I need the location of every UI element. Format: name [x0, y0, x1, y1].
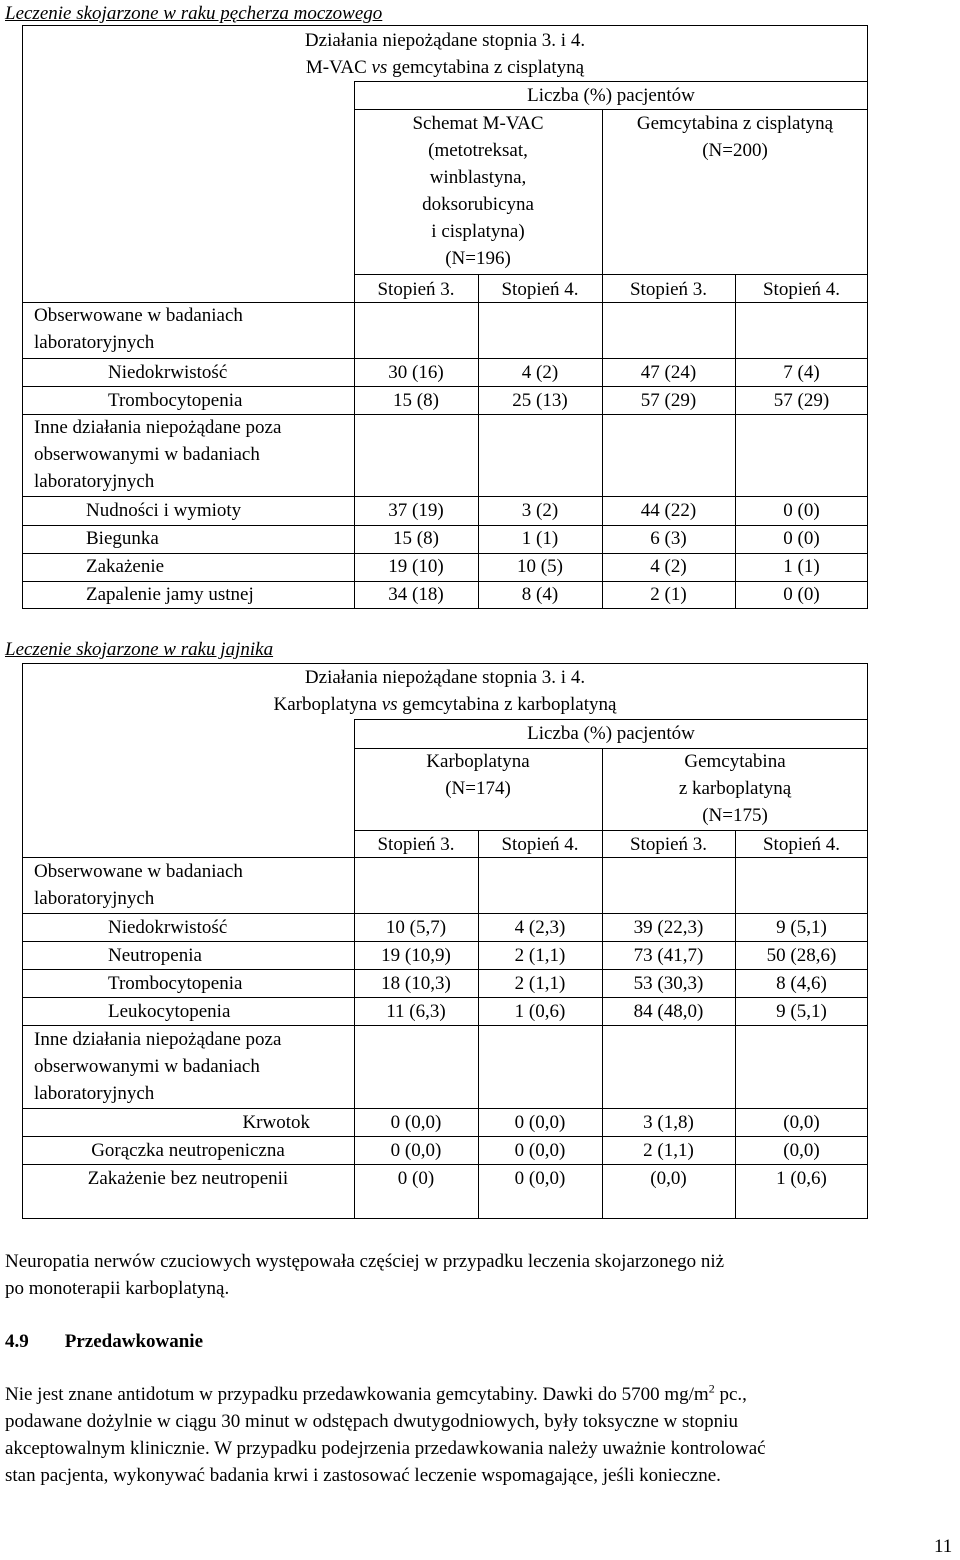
value-cell: 2 (1) [650, 584, 687, 605]
row-label: Neutropenia [108, 945, 202, 966]
section-title-ovarian: Leczenie skojarzone w raku jajnika [5, 639, 274, 660]
table-caption: Karboplatyna vs gemcytabina z karboplatyną [273, 694, 617, 715]
grade-label: Stopień 4. [762, 834, 841, 855]
value-cell: 73 (41,7) [633, 945, 704, 966]
row-label: Zapalenie jamy ustnej [86, 584, 254, 605]
row-label: Nudności i wymioty [86, 500, 242, 521]
value-cell: 57 (29) [773, 390, 830, 411]
value-cell: 15 (8) [393, 528, 439, 549]
value-cell: 44 (22) [640, 500, 697, 521]
value-cell: 0 (0) [783, 584, 820, 605]
arm-line: Gemcytabina z cisplatyną [636, 113, 834, 134]
row-label: Krwotok [242, 1112, 310, 1133]
other-section-header [34, 414, 281, 495]
arm-line: i cisplatyna) [431, 221, 525, 242]
value-cell: 18 (10,3) [381, 973, 451, 994]
overdose-paragraph [5, 1381, 945, 1489]
value-cell: 39 (22,3) [633, 917, 704, 938]
value-cell: (0,0) [783, 1140, 820, 1161]
value-cell: 57 (29) [640, 390, 697, 411]
arm-line: winblastyna, [429, 167, 527, 188]
arm-line: (N=200) [702, 140, 768, 161]
text-line: Nie jest znane antidotum w przypadku przedawkowania gemcytabiny. Dawki do 5700 $mg/m^2$ pc., [5, 1381, 747, 1405]
value-cell: 19 (10,9) [381, 945, 451, 966]
section-heading-text: Przedawkowanie [64, 1331, 204, 1352]
header-line: laboratoryjnych [34, 471, 155, 492]
value-cell: 4 (2) [650, 556, 687, 577]
value-cell: 3 (1,8) [643, 1112, 694, 1133]
value-cell: 6 (3) [650, 528, 687, 549]
row-label: Trombocytopenia [108, 390, 243, 411]
lab-section-header [34, 302, 243, 356]
group-header: Liczba (%) pacjentów [527, 723, 695, 744]
header-line: laboratoryjnych [34, 888, 155, 909]
table-caption: M-VAC vs gemcytabina z cisplatyną [305, 57, 585, 78]
text-line: stan pacjenta, wykonywać badania krwi i zastosować leczenie wspomagające, jeśli konieczne. [5, 1465, 721, 1486]
arm-line: z karboplatyną [678, 778, 792, 799]
header-line: laboratoryjnych [34, 1083, 155, 1104]
value-cell: 8 (4,6) [776, 973, 827, 994]
row-label: Gorączka neutropeniczna [91, 1140, 285, 1161]
header-line: obserwowanymi w badaniach [34, 444, 260, 465]
grade-label: Stopień 3. [629, 834, 708, 855]
value-cell: 2 (1,1) [514, 973, 566, 994]
header-line: Inne działania niepożądane poza [34, 417, 282, 438]
value-cell: 8 (4) [521, 584, 559, 605]
lab-section-header [34, 858, 243, 912]
arm-line: (N=175) [702, 805, 768, 826]
value-cell: 0 (0,0) [390, 1140, 442, 1161]
row-label: Niedokrwistość [108, 917, 228, 938]
value-cell: 11 (6,3) [386, 1001, 446, 1022]
value-cell: 0 (0,0) [390, 1112, 442, 1133]
header-line: laboratoryjnych [34, 332, 155, 353]
text-line: podawane dożylnie w ciągu 30 minut w odstępach dwutygodniowych, były toksyczne w stopniu [5, 1411, 738, 1432]
value-cell: 53 (30,3) [633, 973, 704, 994]
value-cell: 4 (2,3) [514, 917, 566, 938]
grade-label: Stopień 3. [377, 834, 455, 855]
row-label: Zakażenie [86, 556, 165, 577]
value-cell: 4 (2) [521, 362, 559, 383]
value-cell: 30 (16) [388, 362, 444, 383]
value-cell: 0 (0) [397, 1168, 435, 1189]
arm-header-mvac [354, 110, 602, 272]
section-heading-overdose [5, 1328, 203, 1355]
value-cell: 47 (24) [640, 362, 697, 383]
value-cell: 10 (5,7) [385, 917, 447, 938]
header-line: Obserwowane w badaniach [34, 861, 243, 882]
text-line: akceptowalnym klinicznie. W przypadku podejrzenia przedawkowania należy uważnie kontrolować [5, 1438, 766, 1459]
text-line: Neuropatia nerwów czuciowych występowała częściej w przypadku leczenia skojarzonego niż [5, 1251, 725, 1272]
row-label: Biegunka [86, 528, 159, 549]
value-cell: 34 (18) [388, 584, 444, 605]
arm-header-carbo [354, 748, 602, 802]
header-line: Obserwowane w badaniach [34, 305, 243, 326]
value-cell: 1 (1) [521, 528, 559, 549]
section-number: 4.9 [5, 1331, 29, 1352]
value-cell: 0 (0,0) [514, 1168, 566, 1189]
neuropathy-paragraph [5, 1248, 945, 1302]
header-line: obserwowanymi w badaniach [34, 1056, 260, 1077]
header-line: Inne działania niepożądane poza [34, 1029, 282, 1050]
grade-label: Stopień 3. [629, 279, 708, 300]
grade-label: Stopień 3. [377, 279, 455, 300]
value-cell: 7 (4) [783, 362, 820, 383]
value-cell: 10 (5) [517, 556, 563, 577]
value-cell: 0 (0) [783, 528, 820, 549]
value-cell: 37 (19) [388, 500, 444, 521]
group-header: Liczba (%) pacjentów [527, 85, 695, 106]
row-label: Zakażenie bez neutropenii [87, 1168, 289, 1189]
grade-label: Stopień 4. [501, 279, 579, 300]
value-cell: 2 (1,1) [514, 945, 566, 966]
value-cell: 84 (48,0) [633, 1001, 704, 1022]
arm-line: Gemcytabina [684, 751, 786, 772]
arm-line: doksorubicyna [422, 194, 534, 215]
section-title-bladder: Leczenie skojarzone w raku pęcherza moczowego [5, 3, 383, 24]
value-cell: 1 (1) [783, 556, 820, 577]
arm-header-gem-carbo [602, 748, 868, 829]
row-label: Leukocytopenia [108, 1001, 231, 1022]
value-cell: 9 (5,1) [776, 1001, 827, 1022]
table-caption: Działania niepożądane stopnia 3. i 4. [304, 667, 586, 688]
value-cell: 1 (0,6) [776, 1168, 827, 1189]
row-label: Niedokrwistość [108, 362, 228, 383]
grade-label: Stopień 4. [501, 834, 579, 855]
arm-line: (N=174) [445, 778, 511, 799]
arm-line: Karboplatyna [426, 751, 530, 772]
value-cell: 19 (10) [388, 556, 444, 577]
value-cell: 25 (13) [512, 390, 568, 411]
other-section-header [34, 1026, 281, 1107]
page-number: 11 [934, 1536, 953, 1557]
table-caption: Działania niepożądane stopnia 3. i 4. [304, 30, 586, 51]
value-cell: (0,0) [650, 1168, 687, 1189]
arm-header-gem-cis [602, 110, 868, 164]
value-cell: 0 (0,0) [514, 1140, 566, 1161]
arm-line: Schemat M-VAC [412, 113, 544, 134]
value-cell: 0 (0,0) [514, 1112, 566, 1133]
arm-line: (metotreksat, [428, 140, 528, 161]
value-cell: (0,0) [783, 1112, 820, 1133]
grade-label: Stopień 4. [762, 279, 841, 300]
row-label: Trombocytopenia [108, 973, 243, 994]
text-line: po monoterapii karboplatyną. [5, 1278, 230, 1299]
arm-line: (N=196) [445, 248, 511, 269]
value-cell: 1 (0,6) [514, 1001, 566, 1022]
value-cell: 0 (0) [783, 500, 820, 521]
value-cell: 3 (2) [521, 500, 559, 521]
value-cell: 15 (8) [393, 390, 439, 411]
value-cell: 2 (1,1) [643, 1140, 694, 1161]
value-cell: 50 (28,6) [766, 945, 837, 966]
value-cell: 9 (5,1) [776, 917, 827, 938]
